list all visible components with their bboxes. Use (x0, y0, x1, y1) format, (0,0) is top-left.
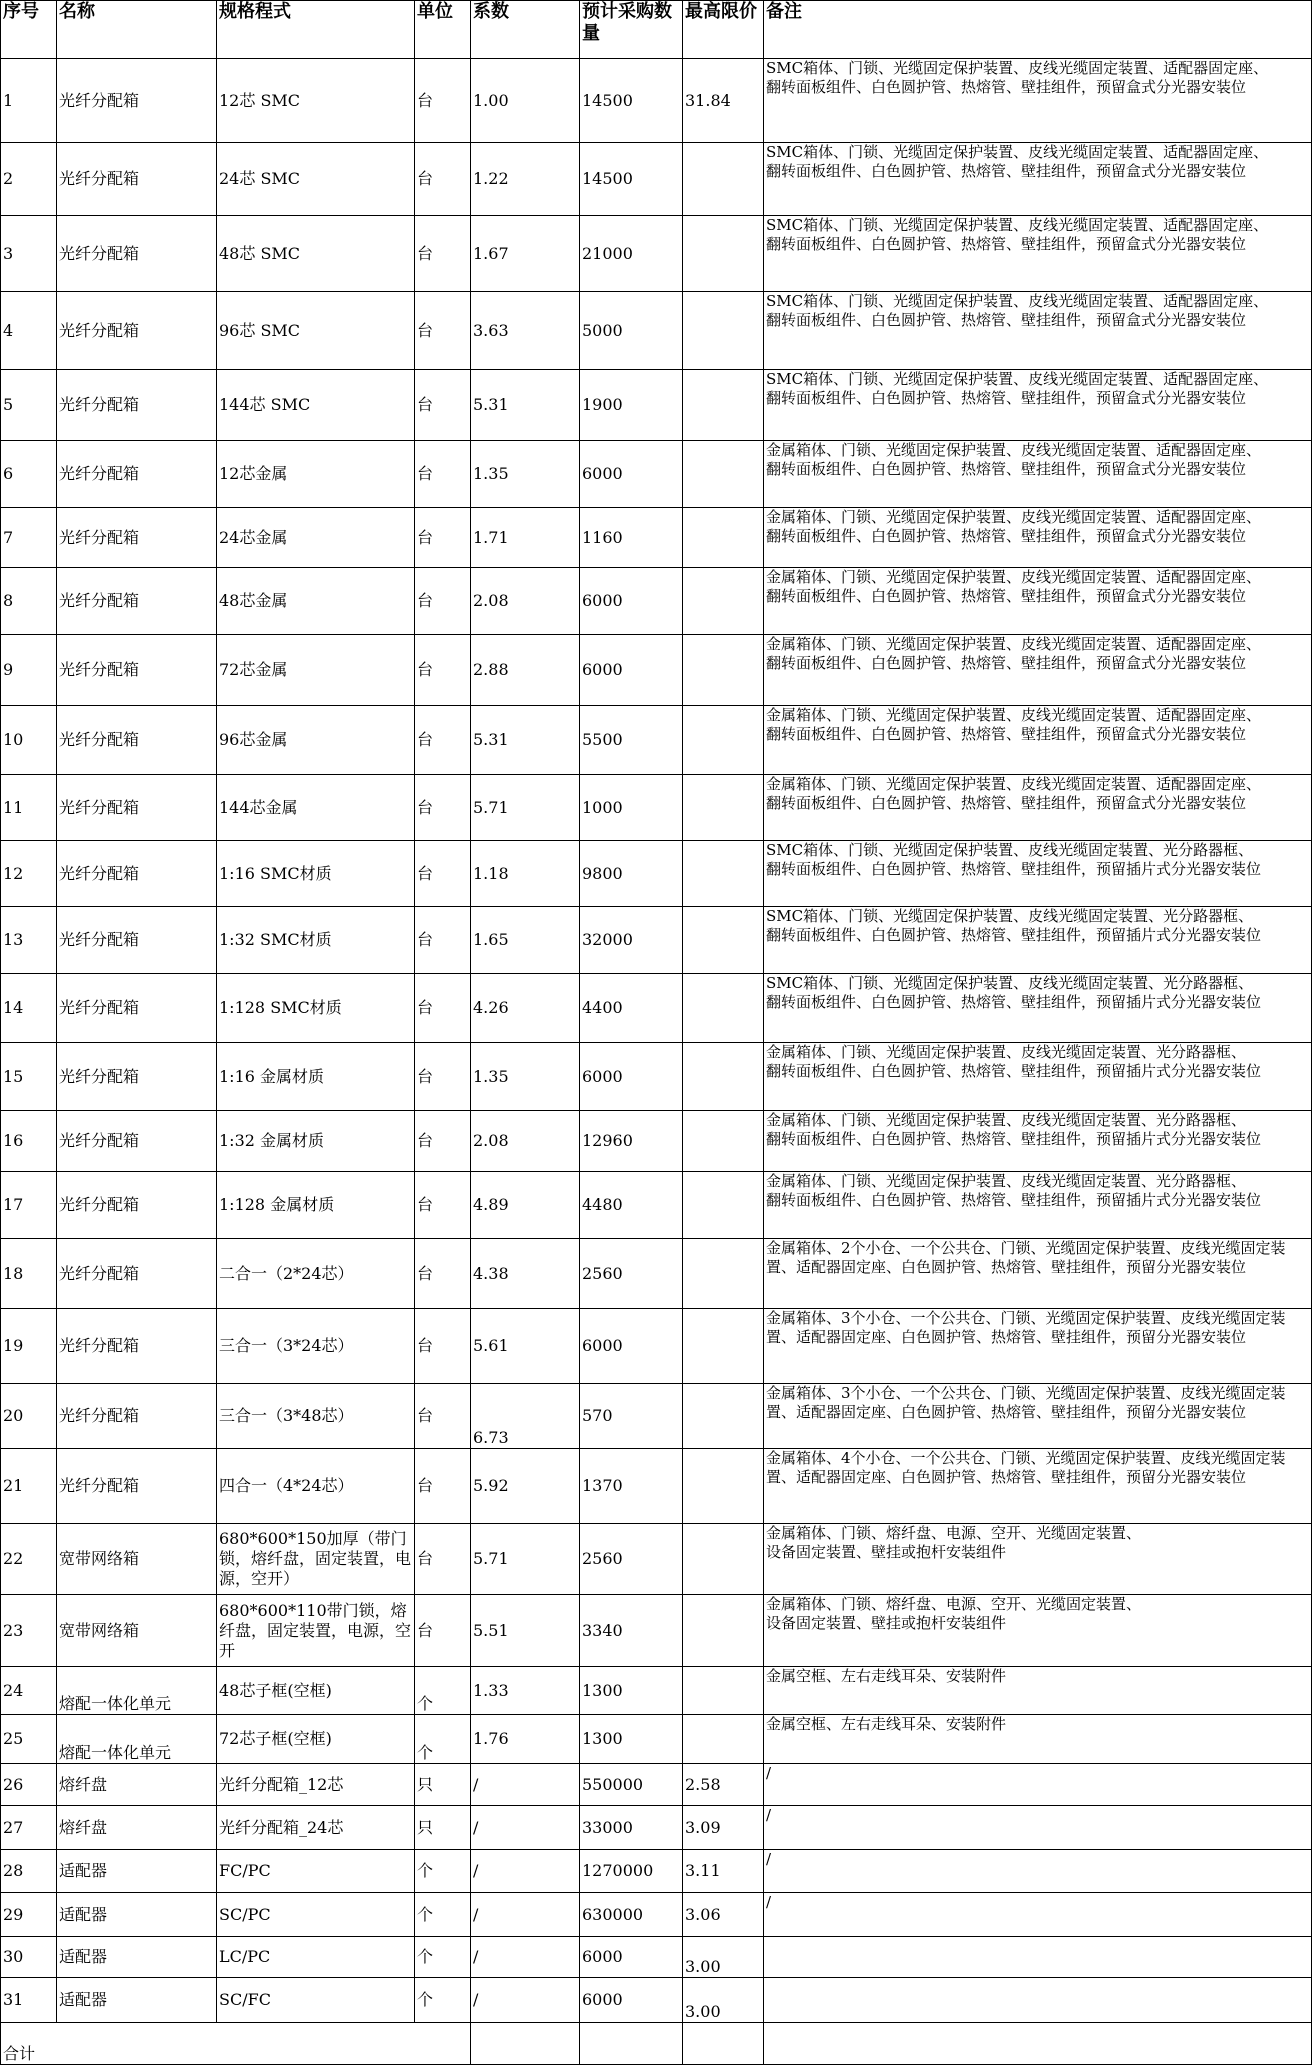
cell-name: 光纤分配箱 (57, 1309, 217, 1384)
cell-unit: 只 (415, 1806, 471, 1850)
cell-max (683, 974, 764, 1043)
cell-coef: / (471, 1806, 580, 1850)
cell-spec: 24芯 SMC (217, 143, 415, 216)
cell-spec: 1:16 金属材质 (217, 1043, 415, 1111)
cell-qty: 1270000 (580, 1850, 683, 1893)
table-row (1, 1850, 1312, 1893)
cell-spec: 1:128 金属材质 (217, 1172, 415, 1239)
cell-spec: 光纤分配箱_24芯 (217, 1806, 415, 1850)
cell-name: 光纤分配箱 (57, 370, 217, 441)
cell-max: 3.11 (683, 1850, 764, 1893)
cell-seq: 12 (1, 841, 57, 907)
cell-qty: 1370 (580, 1449, 683, 1524)
cell-unit: 台 (415, 1595, 471, 1667)
header-unit: 单位 (415, 1, 471, 59)
cell-spec: 1:128 SMC材质 (217, 974, 415, 1043)
total-cell (471, 2023, 580, 2065)
cell-max: 3.00 (683, 1978, 764, 2023)
cell-coef: 1.67 (471, 216, 580, 292)
cell-seq: 21 (1, 1449, 57, 1524)
cell-max (683, 216, 764, 292)
cell-spec: 680*600*110带门锁，熔纤盘，固定装置，电源，空开 (217, 1595, 415, 1667)
cell-name: 光纤分配箱 (57, 508, 217, 568)
cell-coef: / (471, 1937, 580, 1978)
cell-qty: 4480 (580, 1172, 683, 1239)
cell-remark: SMC箱体、门锁、光缆固定保护装置、皮线光缆固定装置、光分路器框、 翻转面板组件、白色圆护管、热熔管、壁挂组件，预留插片式分光器安装位 (764, 974, 1312, 1043)
cell-qty: 2560 (580, 1239, 683, 1309)
cell-unit: 台 (415, 508, 471, 568)
cell-coef: 1.18 (471, 841, 580, 907)
cell-seq: 16 (1, 1111, 57, 1172)
cell-unit: 台 (415, 974, 471, 1043)
cell-remark: 金属箱体、门锁、光缆固定保护装置、皮线光缆固定装置、光分路器框、 翻转面板组件、白色圆护管、热熔管、壁挂组件，预留插片式分光器安装位 (764, 1111, 1312, 1172)
cell-remark: 金属箱体、门锁、光缆固定保护装置、皮线光缆固定装置、适配器固定座、 翻转面板组件、白色圆护管、热熔管、壁挂组件，预留盒式分光器安装位 (764, 706, 1312, 775)
table-row (1, 59, 1312, 143)
table-row (1, 706, 1312, 775)
cell-max (683, 1524, 764, 1595)
cell-max: 3.09 (683, 1806, 764, 1850)
cell-unit: 个 (415, 1850, 471, 1893)
cell-qty: 33000 (580, 1806, 683, 1850)
cell-max (683, 841, 764, 907)
cell-remark: SMC箱体、门锁、光缆固定保护装置、皮线光缆固定装置、光分路器框、 翻转面板组件、白色圆护管、热熔管、壁挂组件，预留插片式分光器安装位 (764, 907, 1312, 974)
cell-spec: LC/PC (217, 1937, 415, 1978)
header-qty: 预计采购数量 (580, 1, 683, 59)
cell-remark (764, 1978, 1312, 2023)
cell-qty: 1160 (580, 508, 683, 568)
cell-unit: 台 (415, 59, 471, 143)
cell-max (683, 1172, 764, 1239)
cell-remark: SMC箱体、门锁、光缆固定保护装置、皮线光缆固定装置、适配器固定座、 翻转面板组件、白色圆护管、热熔管、壁挂组件，预留盒式分光器安装位 (764, 143, 1312, 216)
cell-qty: 14500 (580, 59, 683, 143)
cell-coef: 1.33 (471, 1667, 580, 1715)
cell-qty: 630000 (580, 1893, 683, 1937)
cell-seq: 22 (1, 1524, 57, 1595)
cell-spec: 12芯 SMC (217, 59, 415, 143)
cell-remark: SMC箱体、门锁、光缆固定保护装置、皮线光缆固定装置、适配器固定座、 翻转面板组件、白色圆护管、热熔管、壁挂组件，预留盒式分光器安装位 (764, 59, 1312, 143)
cell-unit: 台 (415, 907, 471, 974)
cell-spec: 1:16 SMC材质 (217, 841, 415, 907)
cell-name: 光纤分配箱 (57, 1043, 217, 1111)
table-row (1, 1043, 1312, 1111)
cell-name: 光纤分配箱 (57, 1172, 217, 1239)
cell-unit: 只 (415, 1764, 471, 1806)
table-row (1, 1172, 1312, 1239)
cell-name: 光纤分配箱 (57, 1449, 217, 1524)
cell-qty: 3340 (580, 1595, 683, 1667)
cell-max (683, 292, 764, 370)
cell-coef: 2.08 (471, 1111, 580, 1172)
table-row (1, 1449, 1312, 1524)
cell-name: 适配器 (57, 1978, 217, 2023)
cell-coef: 5.71 (471, 1524, 580, 1595)
cell-max (683, 508, 764, 568)
table-row (1, 974, 1312, 1043)
total-cell (683, 2023, 764, 2065)
table-row (1, 635, 1312, 706)
cell-remark: SMC箱体、门锁、光缆固定保护装置、皮线光缆固定装置、适配器固定座、 翻转面板组件、白色圆护管、热熔管、壁挂组件，预留盒式分光器安装位 (764, 370, 1312, 441)
cell-remark: 金属箱体、3个小仓、一个公共仓、门锁、光缆固定保护装置、皮线光缆固定装置、适配器固定座、白色圆护管、热熔管、壁挂组件，预留分光器安装位 (764, 1309, 1312, 1384)
cell-coef: 6.73 (471, 1384, 580, 1449)
total-cell (580, 2023, 683, 2065)
cell-max: 3.00 (683, 1937, 764, 1978)
cell-remark: / (764, 1764, 1312, 1806)
cell-remark: / (764, 1850, 1312, 1893)
cell-seq: 19 (1, 1309, 57, 1384)
cell-max: 2.58 (683, 1764, 764, 1806)
cell-seq: 7 (1, 508, 57, 568)
cell-remark: 金属箱体、门锁、光缆固定保护装置、皮线光缆固定装置、光分路器框、 翻转面板组件、白色圆护管、热熔管、壁挂组件，预留插片式分光器安装位 (764, 1043, 1312, 1111)
cell-name: 光纤分配箱 (57, 143, 217, 216)
cell-unit: 台 (415, 706, 471, 775)
cell-remark: 金属空框、左右走线耳朵、安装附件 (764, 1715, 1312, 1764)
cell-qty: 1900 (580, 370, 683, 441)
cell-spec: 四合一（4*24芯） (217, 1449, 415, 1524)
cell-name: 光纤分配箱 (57, 974, 217, 1043)
cell-unit: 台 (415, 1309, 471, 1384)
cell-max (683, 143, 764, 216)
table-row (1, 370, 1312, 441)
cell-seq: 9 (1, 635, 57, 706)
cell-spec: 24芯金属 (217, 508, 415, 568)
cell-coef: 2.08 (471, 568, 580, 635)
cell-name: 光纤分配箱 (57, 706, 217, 775)
cell-seq: 29 (1, 1893, 57, 1937)
cell-name: 光纤分配箱 (57, 775, 217, 841)
cell-coef: 1.71 (471, 508, 580, 568)
cell-seq: 8 (1, 568, 57, 635)
table-row (1, 508, 1312, 568)
cell-remark: SMC箱体、门锁、光缆固定保护装置、皮线光缆固定装置、适配器固定座、 翻转面板组件、白色圆护管、热熔管、壁挂组件，预留盒式分光器安装位 (764, 216, 1312, 292)
cell-qty: 6000 (580, 441, 683, 508)
cell-spec: 1:32 SMC材质 (217, 907, 415, 974)
header-coef: 系数 (471, 1, 580, 59)
cell-spec: 144芯 SMC (217, 370, 415, 441)
table-row (1, 1524, 1312, 1595)
cell-remark: 金属箱体、门锁、熔纤盘、电源、空开、光缆固定装置、 设备固定装置、壁挂或抱杆安装组件 (764, 1524, 1312, 1595)
cell-name: 熔配一体化单元 (57, 1667, 217, 1715)
table-row (1, 841, 1312, 907)
header-spec: 规格程式 (217, 1, 415, 59)
header-remark: 备注 (764, 1, 1312, 59)
cell-seq: 25 (1, 1715, 57, 1764)
table-row (1, 775, 1312, 841)
cell-seq: 10 (1, 706, 57, 775)
cell-seq: 27 (1, 1806, 57, 1850)
cell-unit: 台 (415, 292, 471, 370)
cell-spec: 48芯 SMC (217, 216, 415, 292)
cell-qty: 14500 (580, 143, 683, 216)
cell-seq: 2 (1, 143, 57, 216)
cell-seq: 1 (1, 59, 57, 143)
cell-spec: SC/FC (217, 1978, 415, 2023)
cell-max (683, 568, 764, 635)
cell-coef: / (471, 1850, 580, 1893)
table-row (1, 143, 1312, 216)
cell-seq: 14 (1, 974, 57, 1043)
cell-max (683, 1384, 764, 1449)
cell-qty: 570 (580, 1384, 683, 1449)
cell-max (683, 1449, 764, 1524)
cell-name: 光纤分配箱 (57, 635, 217, 706)
cell-name: 光纤分配箱 (57, 841, 217, 907)
cell-remark: / (764, 1806, 1312, 1850)
cell-spec: 48芯金属 (217, 568, 415, 635)
cell-remark: SMC箱体、门锁、光缆固定保护装置、皮线光缆固定装置、适配器固定座、 翻转面板组件、白色圆护管、热熔管、壁挂组件，预留盒式分光器安装位 (764, 292, 1312, 370)
cell-max (683, 441, 764, 508)
cell-qty: 32000 (580, 907, 683, 974)
cell-max (683, 907, 764, 974)
cell-qty: 5000 (580, 292, 683, 370)
cell-unit: 个 (415, 1937, 471, 1978)
cell-spec: 三合一（3*48芯） (217, 1384, 415, 1449)
table-row (1, 1715, 1312, 1764)
table-row (1, 1384, 1312, 1449)
cell-unit: 台 (415, 1172, 471, 1239)
cell-unit: 台 (415, 1524, 471, 1595)
cell-max (683, 775, 764, 841)
cell-coef: 4.26 (471, 974, 580, 1043)
cell-coef: 1.65 (471, 907, 580, 974)
cell-coef: 1.22 (471, 143, 580, 216)
cell-spec: 1:32 金属材质 (217, 1111, 415, 1172)
cell-spec: 三合一（3*24芯） (217, 1309, 415, 1384)
table-row (1, 1239, 1312, 1309)
cell-unit: 台 (415, 441, 471, 508)
cell-qty: 1300 (580, 1667, 683, 1715)
cell-unit: 台 (415, 775, 471, 841)
header-max-price: 最高限价 (683, 1, 764, 59)
cell-remark: 金属箱体、门锁、光缆固定保护装置、皮线光缆固定装置、适配器固定座、 翻转面板组件、白色圆护管、热熔管、壁挂组件，预留盒式分光器安装位 (764, 508, 1312, 568)
cell-qty: 6000 (580, 635, 683, 706)
cell-unit: 台 (415, 216, 471, 292)
cell-max (683, 706, 764, 775)
cell-spec: 光纤分配箱_12芯 (217, 1764, 415, 1806)
cell-unit: 台 (415, 841, 471, 907)
cell-seq: 15 (1, 1043, 57, 1111)
table-row (1, 1309, 1312, 1384)
cell-coef: 5.31 (471, 706, 580, 775)
cell-unit: 台 (415, 1449, 471, 1524)
cell-name: 适配器 (57, 1850, 217, 1893)
cell-seq: 30 (1, 1937, 57, 1978)
cell-max (683, 1595, 764, 1667)
cell-seq: 28 (1, 1850, 57, 1893)
cell-qty: 12960 (580, 1111, 683, 1172)
cell-unit: 个 (415, 1893, 471, 1937)
cell-name: 光纤分配箱 (57, 59, 217, 143)
total-cell (764, 2023, 1312, 2065)
table-row (1, 1667, 1312, 1715)
table-row (1, 1595, 1312, 1667)
cell-qty: 550000 (580, 1764, 683, 1806)
cell-qty: 2560 (580, 1524, 683, 1595)
cell-name: 光纤分配箱 (57, 1239, 217, 1309)
cell-remark: 金属箱体、门锁、光缆固定保护装置、皮线光缆固定装置、适配器固定座、 翻转面板组件、白色圆护管、热熔管、壁挂组件，预留盒式分光器安装位 (764, 568, 1312, 635)
cell-max: 3.06 (683, 1893, 764, 1937)
cell-unit: 台 (415, 635, 471, 706)
cell-name: 宽带网络箱 (57, 1595, 217, 1667)
cell-remark: 金属箱体、门锁、光缆固定保护装置、皮线光缆固定装置、适配器固定座、 翻转面板组件、白色圆护管、热熔管、壁挂组件，预留盒式分光器安装位 (764, 635, 1312, 706)
cell-seq: 11 (1, 775, 57, 841)
cell-coef: 4.38 (471, 1239, 580, 1309)
cell-name: 适配器 (57, 1893, 217, 1937)
cell-unit: 台 (415, 1384, 471, 1449)
table-row (1, 907, 1312, 974)
table-row (1, 1764, 1312, 1806)
cell-unit: 个 (415, 1715, 471, 1764)
cell-coef: 3.63 (471, 292, 580, 370)
cell-seq: 4 (1, 292, 57, 370)
cell-name: 熔配一体化单元 (57, 1715, 217, 1764)
cell-coef: / (471, 1978, 580, 2023)
cell-unit: 台 (415, 1043, 471, 1111)
cell-max (683, 1239, 764, 1309)
cell-qty: 6000 (580, 1978, 683, 2023)
cell-qty: 1300 (580, 1715, 683, 1764)
cell-name: 适配器 (57, 1937, 217, 1978)
table-row (1, 1978, 1312, 2023)
table-row (1, 292, 1312, 370)
cell-spec: FC/PC (217, 1850, 415, 1893)
cell-coef: / (471, 1764, 580, 1806)
cell-coef: 1.35 (471, 441, 580, 508)
header-seq: 序号 (1, 1, 57, 59)
cell-coef: / (471, 1893, 580, 1937)
cell-seq: 18 (1, 1239, 57, 1309)
cell-coef: 5.31 (471, 370, 580, 441)
cell-unit: 台 (415, 370, 471, 441)
cell-coef: 1.00 (471, 59, 580, 143)
cell-coef: 5.51 (471, 1595, 580, 1667)
cell-remark: / (764, 1893, 1312, 1937)
cell-seq: 26 (1, 1764, 57, 1806)
cell-name: 光纤分配箱 (57, 216, 217, 292)
cell-coef: 2.88 (471, 635, 580, 706)
cell-max (683, 1715, 764, 1764)
table-row (1, 441, 1312, 508)
cell-qty: 5500 (580, 706, 683, 775)
header-name: 名称 (57, 1, 217, 59)
cell-name: 光纤分配箱 (57, 441, 217, 508)
table-row (1, 1111, 1312, 1172)
cell-remark: 金属箱体、4个小仓、一个公共仓、门锁、光缆固定保护装置、皮线光缆固定装置、适配器固定座、白色圆护管、热熔管、壁挂组件，预留分光器安装位 (764, 1449, 1312, 1524)
cell-coef: 1.76 (471, 1715, 580, 1764)
cell-name: 光纤分配箱 (57, 292, 217, 370)
cell-remark: 金属空框、左右走线耳朵、安装附件 (764, 1667, 1312, 1715)
cell-max (683, 635, 764, 706)
cell-name: 熔纤盘 (57, 1806, 217, 1850)
cell-spec: 96芯金属 (217, 706, 415, 775)
total-label: 合计 (1, 2023, 471, 2065)
cell-unit: 个 (415, 1978, 471, 2023)
cell-coef: 1.35 (471, 1043, 580, 1111)
cell-seq: 6 (1, 441, 57, 508)
cell-name: 熔纤盘 (57, 1764, 217, 1806)
cell-spec: 72芯金属 (217, 635, 415, 706)
cell-qty: 6000 (580, 1309, 683, 1384)
cell-unit: 台 (415, 143, 471, 216)
cell-unit: 台 (415, 568, 471, 635)
cell-remark: 金属箱体、3个小仓、一个公共仓、门锁、光缆固定保护装置、皮线光缆固定装置、适配器固定座、白色圆护管、热熔管、壁挂组件，预留分光器安装位 (764, 1384, 1312, 1449)
cell-spec: 96芯 SMC (217, 292, 415, 370)
total-row (1, 2023, 1312, 2065)
cell-qty: 21000 (580, 216, 683, 292)
cell-spec: 144芯金属 (217, 775, 415, 841)
cell-max (683, 1111, 764, 1172)
table-row (1, 1806, 1312, 1850)
cell-qty: 1000 (580, 775, 683, 841)
cell-name: 光纤分配箱 (57, 568, 217, 635)
cell-unit: 台 (415, 1239, 471, 1309)
table-row (1, 568, 1312, 635)
cell-name: 宽带网络箱 (57, 1524, 217, 1595)
cell-remark: 金属箱体、门锁、熔纤盘、电源、空开、光缆固定装置、 设备固定装置、壁挂或抱杆安装组件 (764, 1595, 1312, 1667)
cell-qty: 9800 (580, 841, 683, 907)
cell-name: 光纤分配箱 (57, 1111, 217, 1172)
cell-qty: 6000 (580, 568, 683, 635)
cell-seq: 23 (1, 1595, 57, 1667)
cell-qty: 4400 (580, 974, 683, 1043)
table-row (1, 1893, 1312, 1937)
header-row (1, 1, 1312, 59)
cell-spec: 12芯金属 (217, 441, 415, 508)
cell-coef: 5.92 (471, 1449, 580, 1524)
cell-qty: 6000 (580, 1043, 683, 1111)
cell-seq: 5 (1, 370, 57, 441)
cell-seq: 17 (1, 1172, 57, 1239)
cell-seq: 3 (1, 216, 57, 292)
cell-max (683, 1667, 764, 1715)
cell-unit: 个 (415, 1667, 471, 1715)
cell-remark: 金属箱体、门锁、光缆固定保护装置、皮线光缆固定装置、适配器固定座、 翻转面板组件、白色圆护管、热熔管、壁挂组件，预留盒式分光器安装位 (764, 775, 1312, 841)
cell-remark (764, 1937, 1312, 1978)
cell-max (683, 1309, 764, 1384)
cell-spec: 二合一（2*24芯） (217, 1239, 415, 1309)
cell-coef: 4.89 (471, 1172, 580, 1239)
table-row (1, 1937, 1312, 1978)
cell-spec: 680*600*150加厚（带门锁，熔纤盘，固定装置，电源，空开） (217, 1524, 415, 1595)
cell-coef: 5.71 (471, 775, 580, 841)
cell-spec: 72芯子框(空框) (217, 1715, 415, 1764)
cell-remark: 金属箱体、门锁、光缆固定保护装置、皮线光缆固定装置、光分路器框、 翻转面板组件、白色圆护管、热熔管、壁挂组件，预留插片式分光器安装位 (764, 1172, 1312, 1239)
cell-qty: 6000 (580, 1937, 683, 1978)
cell-remark: 金属箱体、2个小仓、一个公共仓、门锁、光缆固定保护装置、皮线光缆固定装置、适配器固定座、白色圆护管、热熔管、壁挂组件，预留分光器安装位 (764, 1239, 1312, 1309)
cell-spec: SC/PC (217, 1893, 415, 1937)
cell-spec: 48芯子框(空框) (217, 1667, 415, 1715)
cell-unit: 台 (415, 1111, 471, 1172)
cell-seq: 20 (1, 1384, 57, 1449)
cell-name: 光纤分配箱 (57, 907, 217, 974)
table-row (1, 216, 1312, 292)
cell-remark: 金属箱体、门锁、光缆固定保护装置、皮线光缆固定装置、适配器固定座、 翻转面板组件、白色圆护管、热熔管、壁挂组件，预留盒式分光器安装位 (764, 441, 1312, 508)
cell-remark: SMC箱体、门锁、光缆固定保护装置、皮线光缆固定装置、光分路器框、 翻转面板组件、白色圆护管、热熔管、壁挂组件，预留插片式分光器安装位 (764, 841, 1312, 907)
cell-seq: 13 (1, 907, 57, 974)
cell-name: 光纤分配箱 (57, 1384, 217, 1449)
cell-seq: 24 (1, 1667, 57, 1715)
cell-seq: 31 (1, 1978, 57, 2023)
cell-coef: 5.61 (471, 1309, 580, 1384)
cell-max: 31.84 (683, 59, 764, 143)
cell-max (683, 370, 764, 441)
cell-max (683, 1043, 764, 1111)
